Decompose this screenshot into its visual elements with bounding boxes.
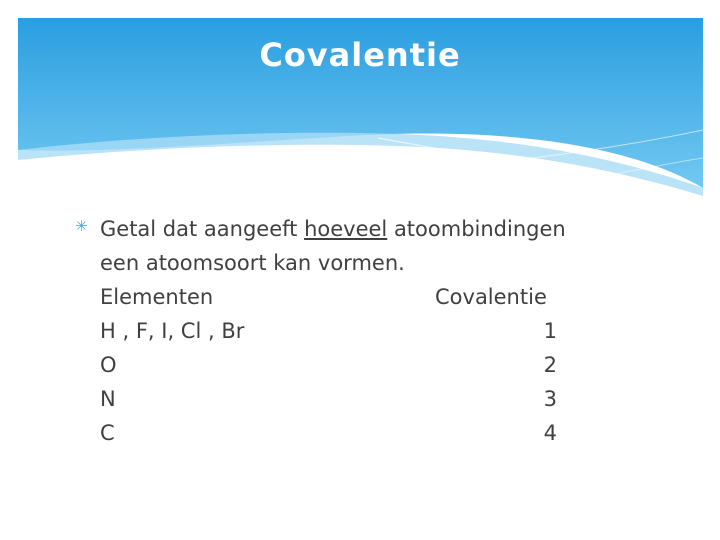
element-cell: H , F, I, Cl , Br [100, 319, 245, 343]
bullet-text-underlined: hoeveel [304, 217, 388, 241]
bullet-item [75, 212, 665, 450]
slide-body [75, 212, 665, 450]
header-elements: Elementen [100, 285, 214, 309]
table-row [100, 348, 665, 382]
table-row [100, 314, 665, 348]
element-cell: N [100, 387, 116, 411]
element-cell: C [100, 421, 115, 445]
bullet-line-1 [100, 212, 665, 246]
header-covalentie: Covalentie [435, 285, 547, 309]
table-row [100, 382, 665, 416]
bullet-text-pre: Getal dat aangeeft [100, 217, 305, 241]
table-header-row [100, 280, 665, 314]
covalentie-cell: 2 [543, 353, 557, 377]
element-cell: O [100, 353, 117, 377]
bullet-text-post: atoombindingen [387, 217, 566, 241]
covalentie-cell: 1 [543, 319, 557, 343]
table-row [100, 416, 665, 450]
asterisk-bullet-icon: ✳ [75, 217, 88, 235]
covalentie-cell: 3 [543, 387, 557, 411]
covalentie-cell: 4 [543, 421, 557, 445]
bullet-line-2: een atoomsoort kan vormen. [100, 251, 405, 275]
slide-title: Covalentie [259, 36, 461, 74]
